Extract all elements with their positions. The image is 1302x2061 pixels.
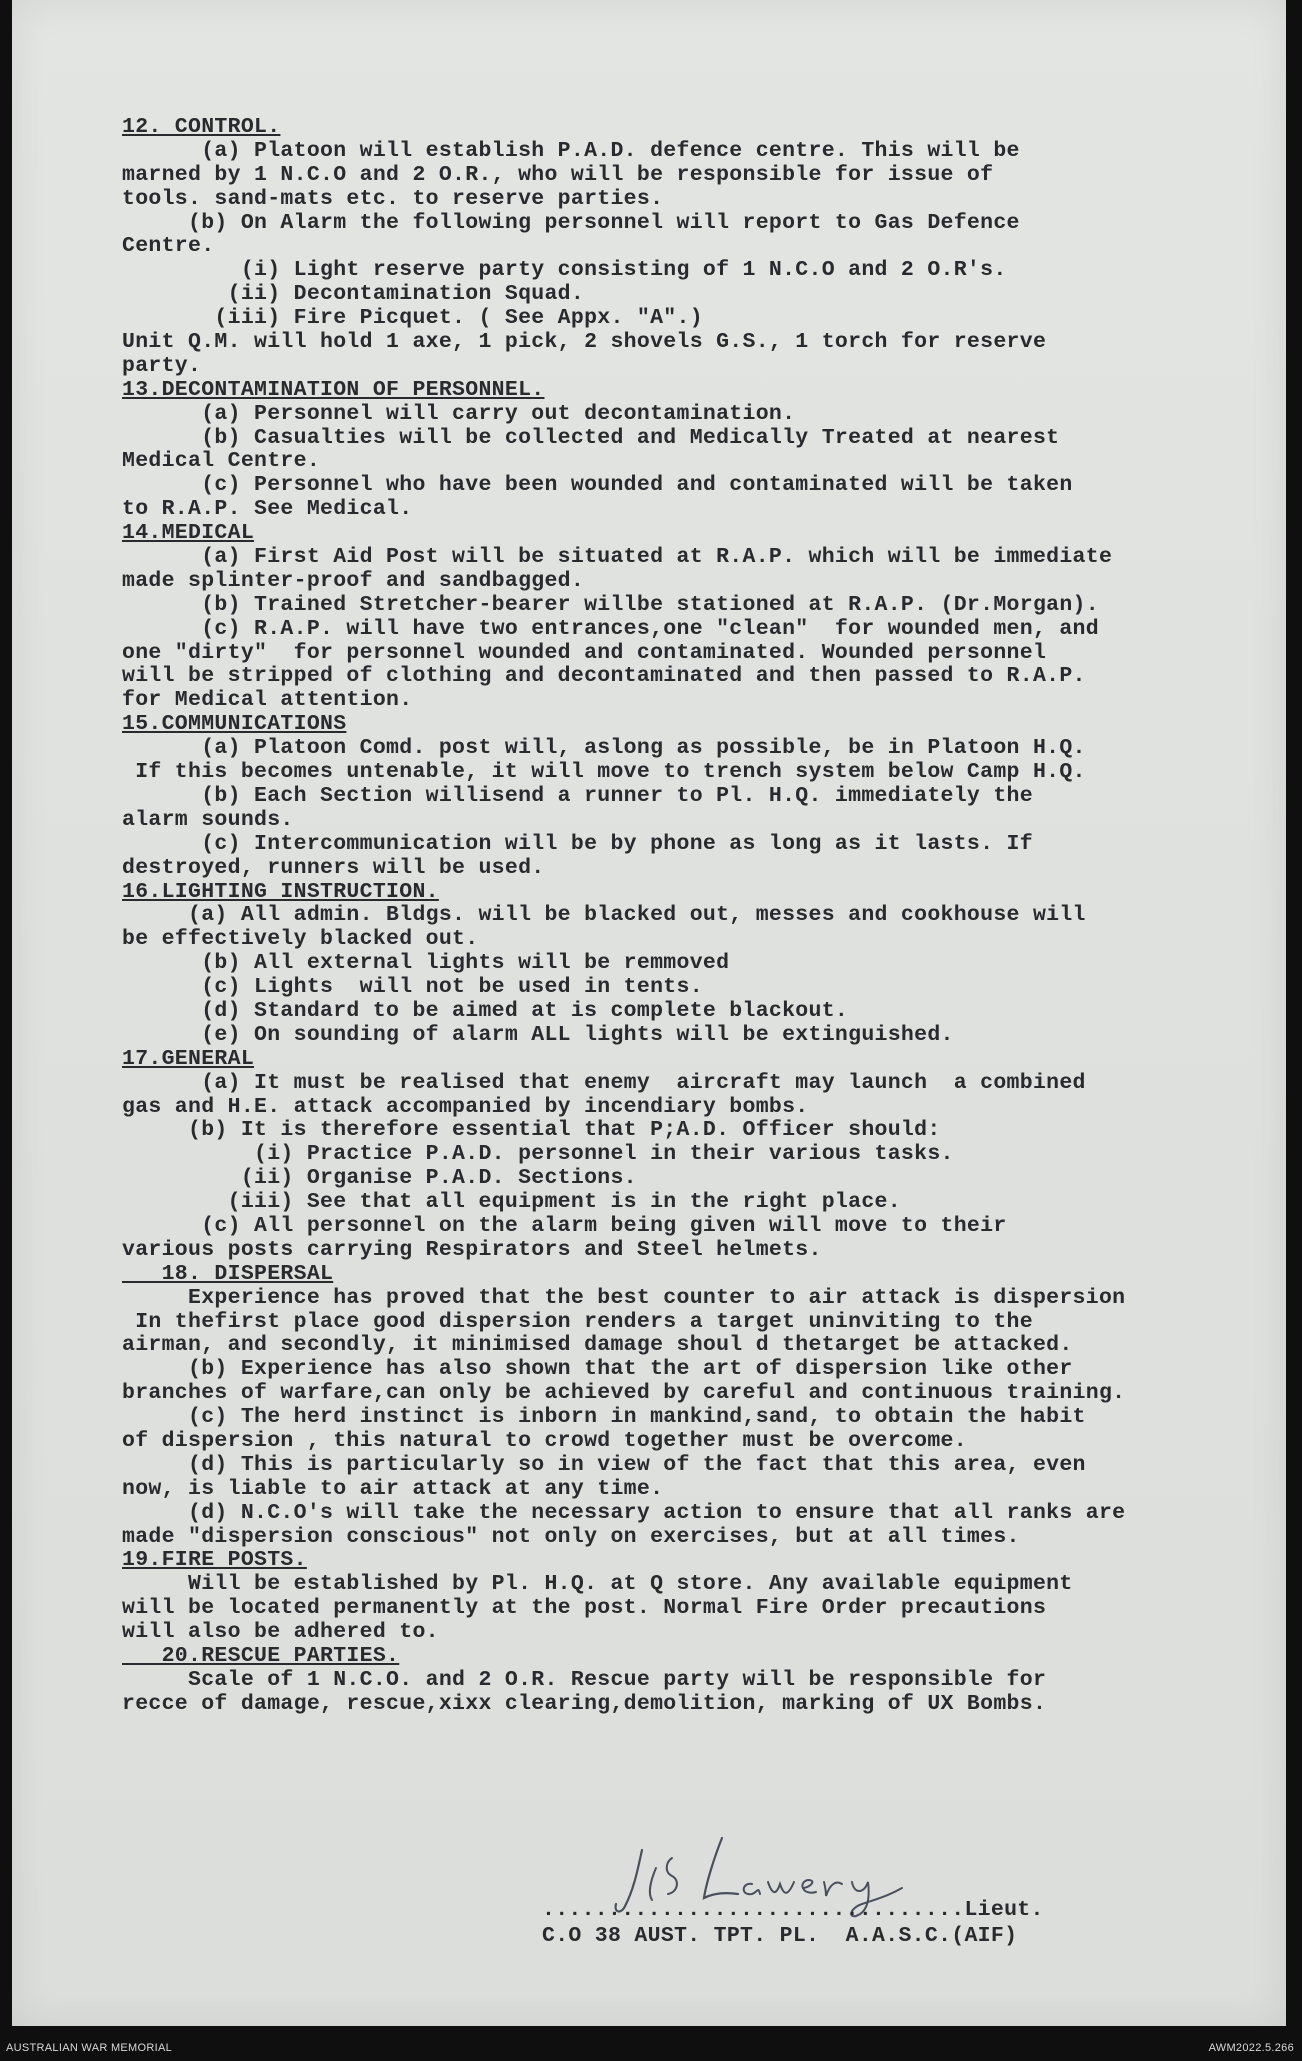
text-line: Centre. [122, 234, 215, 259]
signature-line: ................................Lieut. [542, 1898, 1044, 1922]
text-line: (c) Lights will not be used in tents. [122, 975, 703, 1000]
text-line: will be stripped of clothing and decontaminated and then passed to R.A.P. [122, 664, 1086, 689]
text-line: tools. sand-mats etc. to reserve parties. [122, 186, 664, 211]
text-line: (c) All personnel on the alarm being given will move to their [122, 1213, 1007, 1238]
text-line: (c) R.A.P. will have two entrances,one "clean" for wounded men, and [122, 616, 1099, 641]
text-line: (b) Each Section willisend a runner to Pl. H.Q. immediately the [122, 783, 1033, 808]
section-heading-decontamination: 13.DECONTAMINATION OF PERSONNEL. [122, 377, 545, 402]
text-line: various posts carrying Respirators and Steel helmets. [122, 1237, 822, 1262]
text-line: (d) This is particularly so in view of the fact that this area, even [122, 1452, 1086, 1477]
text-line: (b) Trained Stretcher-bearer willbe stationed at R.A.P. (Dr.Morgan). [122, 592, 1099, 617]
text-line: destroyed, runners will be used. [122, 855, 545, 880]
text-line: now, is liable to air attack at any time. [122, 1476, 664, 1501]
text-line: (ii) Organise P.A.D. Sections. [122, 1166, 637, 1191]
section-heading-dispersal: 18. DISPERSAL [122, 1261, 334, 1286]
text-line: Experience has proved that the best counter to air attack is dispersion [122, 1285, 1126, 1310]
text-line: (a) It must be realised that enemy aircraft may launch a combined [122, 1070, 1086, 1095]
text-line: (e) On sounding of alarm ALL lights will be extinguished. [122, 1022, 954, 1047]
archive-reference: AWM2022.5.266 [1208, 2042, 1294, 2054]
text-line: If this becomes untenable, it will move to trench system below Camp H.Q. [122, 760, 1086, 785]
text-line: (iii) See that all equipment is in the right place. [122, 1190, 901, 1215]
text-line: alarm sounds. [122, 807, 294, 832]
text-line: Unit Q.M. will hold 1 axe, 1 pick, 2 shovels G.S., 1 torch for reserve [122, 330, 1047, 355]
section-heading-rescue-parties: 20.RESCUE PARTIES. [122, 1644, 400, 1668]
signatory-title: C.O 38 AUST. TPT. PL. A.A.S.C.(AIF) [542, 1924, 1018, 1948]
text-line: recce of damage, rescue,xixx clearing,demolition, marking of UX Bombs. [122, 1691, 1047, 1716]
text-line: will be located permanently at the post. Normal Fire Order precautions [122, 1596, 1047, 1621]
text-line: (b) Experience has also shown that the art of dispersion like other [122, 1357, 1073, 1382]
text-line: Medical Centre. [122, 449, 321, 474]
text-line: (b) Casualties will be collected and Medically Treated at nearest [122, 425, 1060, 450]
text-line: (b) All external lights will be remmoved [122, 951, 730, 976]
text-line: In thefirst place good dispersion renders a target uninviting to the [122, 1309, 1033, 1334]
text-line: one "dirty" for personnel wounded and contaminated. Wounded personnel [122, 640, 1047, 665]
text-line: (c) The herd instinct is inborn in mankind,sand, to obtain the habit [122, 1405, 1086, 1430]
text-line: (i) Practice P.A.D. personnel in their various tasks. [122, 1142, 954, 1167]
text-line: of dispersion , this natural to crowd together must be overcome. [122, 1428, 967, 1453]
text-line: gas and H.E. attack accompanied by incendiary bombs. [122, 1094, 809, 1119]
section-heading-fire-posts: 19.FIRE POSTS. [122, 1548, 307, 1573]
text-line: Will be established by Pl. H.Q. at Q store. Any available equipment [122, 1572, 1073, 1597]
text-line: (c) Intercommunication will be by phone as long as it lasts. If [122, 831, 1033, 856]
typed-text-body [122, 116, 1242, 1717]
text-line: (i) Light reserve party consisting of 1 N.C.O and 2 O.R's. [122, 258, 1007, 283]
text-line: (b) It is therefore essential that P;A.D. Officer should: [122, 1118, 941, 1143]
text-line: (ii) Decontamination Squad. [122, 282, 585, 307]
text-line: (b) On Alarm the following personnel will report to Gas Defence [122, 210, 1020, 235]
text-line: (a) Personnel will carry out decontamination. [122, 401, 796, 426]
text-line: (a) Platoon Comd. post will, aslong as possible, be in Platoon H.Q. [122, 736, 1086, 761]
text-line: for Medical attention. [122, 688, 413, 713]
section-heading-control: 12. CONTROL. [122, 115, 281, 139]
signature-block [542, 1828, 1102, 1948]
text-line: marned by 1 N.C.O and 2 O.R., who will be responsible for issue of [122, 162, 994, 187]
text-line: be effectively blacked out. [122, 927, 479, 952]
text-line: (c) Personnel who have been wounded and contaminated will be taken [122, 473, 1073, 498]
text-line: branches of warfare,can only be achieved by careful and continuous training. [122, 1381, 1126, 1406]
text-line: to R.A.P. See Medical. [122, 497, 413, 522]
section-heading-medical: 14.MEDICAL [122, 521, 255, 546]
text-line: (a) All admin. Bldgs. will be blacked out, messes and cookhouse will [122, 903, 1086, 928]
text-line: will also be adhered to. [122, 1620, 439, 1645]
archive-credit: AUSTRALIAN WAR MEMORIAL [6, 2042, 173, 2054]
document-page [12, 0, 1286, 2026]
text-line: (iii) Fire Picquet. ( See Appx. "A".) [122, 306, 703, 331]
text-line: Scale of 1 N.C.O. and 2 O.R. Rescue party will be responsible for [122, 1667, 1047, 1692]
text-line: party. [122, 353, 202, 378]
section-heading-communications: 15.COMMUNICATIONS [122, 712, 347, 737]
text-line: (d) Standard to be aimed at is complete blackout. [122, 998, 849, 1023]
text-line: (a) Platoon will establish P.A.D. defence centre. This will be [122, 138, 1020, 163]
text-line: made "dispersion conscious" not only on exercises, but at all times. [122, 1524, 1020, 1549]
text-line: made splinter-proof and sandbagged. [122, 568, 585, 593]
text-line: (a) First Aid Post will be situated at R.A.P. which will be immediate [122, 545, 1113, 570]
text-line: airman, and secondly, it minimised damage shoul d thetarget be attacked. [122, 1333, 1073, 1358]
text-line: (d) N.C.O's will take the necessary action to ensure that all ranks are [122, 1500, 1126, 1525]
section-heading-lighting: 16.LIGHTING INSTRUCTION. [122, 879, 439, 904]
section-heading-general: 17.GENERAL [122, 1046, 255, 1071]
